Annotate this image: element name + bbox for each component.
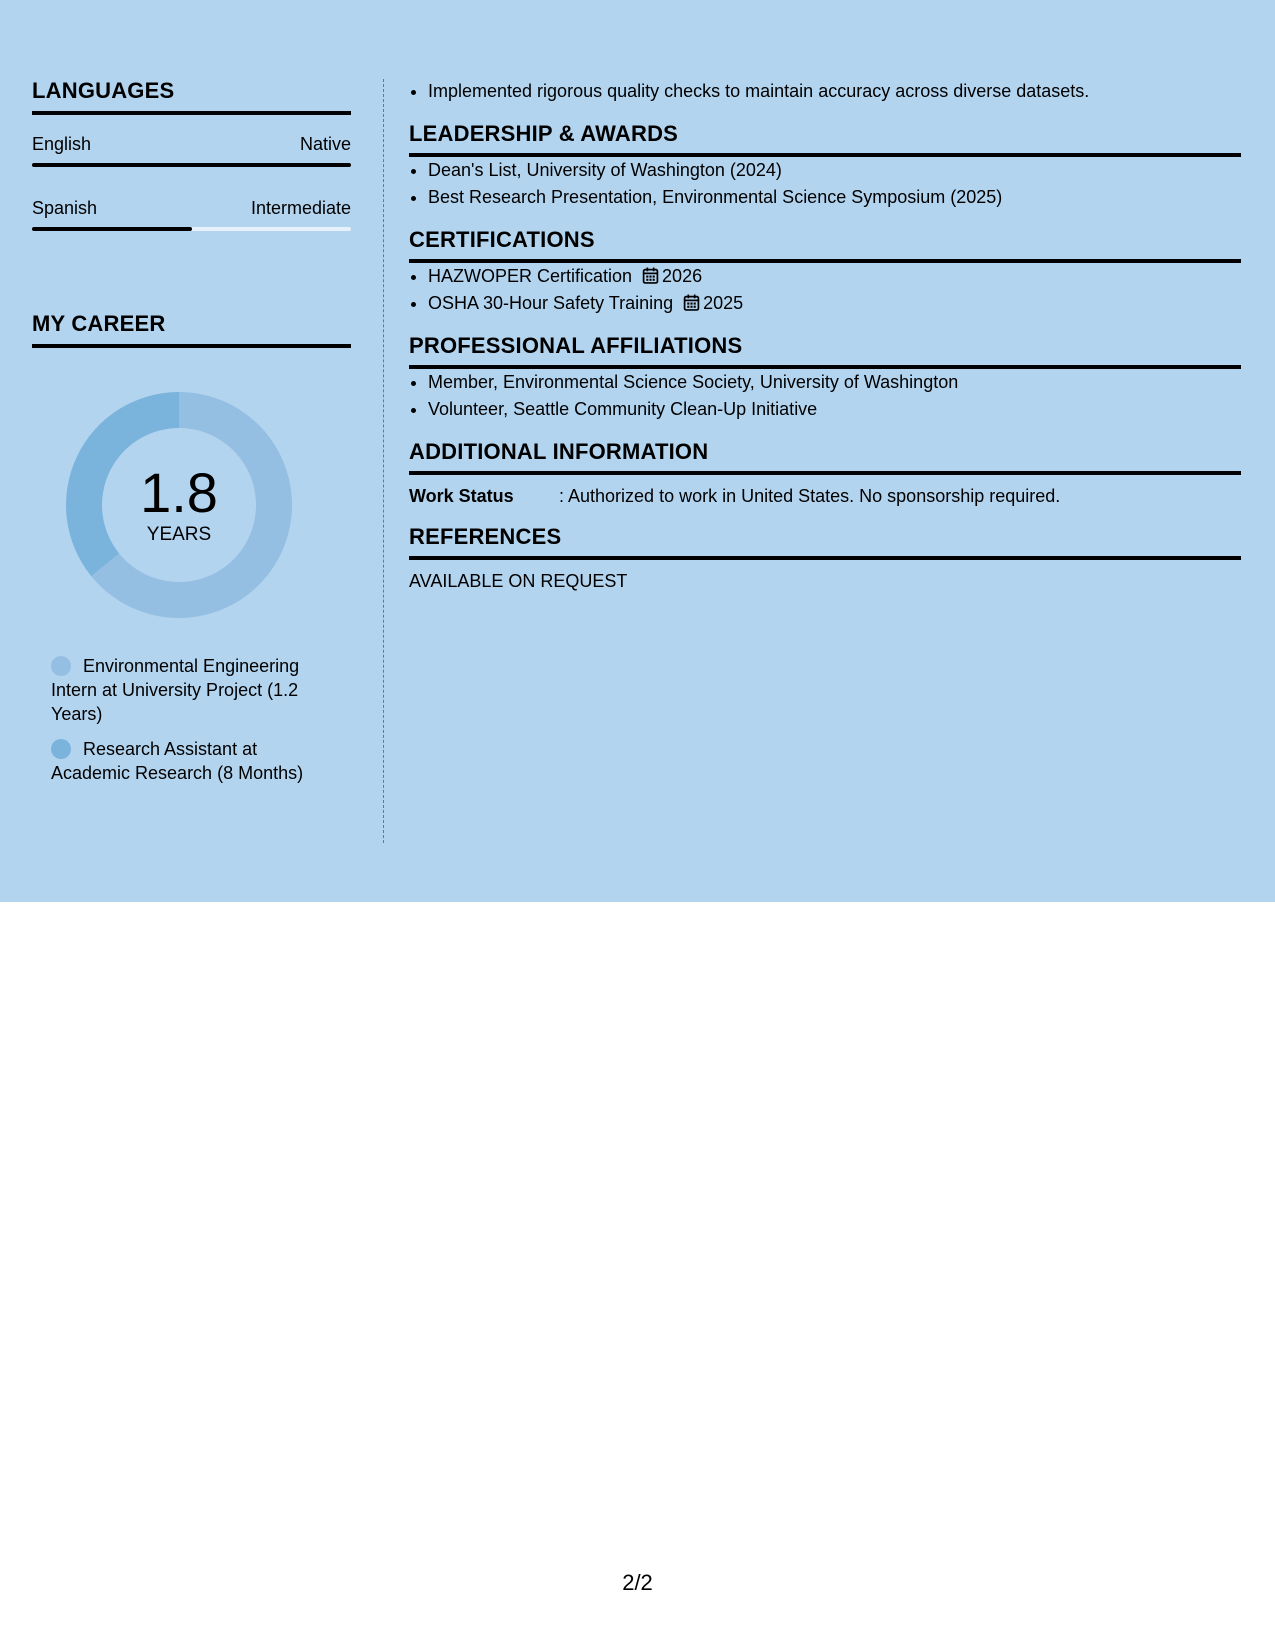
leadership-list [409, 157, 1241, 211]
right-column [409, 78, 1241, 592]
legend-label: Environmental Engineering Intern at University Project (1.2 Years) [51, 656, 300, 724]
list-item: • Dean's List, University of Washington (2024) [428, 157, 1241, 184]
affiliations-heading: PROFESSIONAL AFFILIATIONS [409, 333, 1241, 369]
page-number: 2/2 [622, 1570, 653, 1595]
language-proficiency-bar [32, 227, 351, 231]
legend-label: Research Assistant at Academic Research (8 Months) [51, 739, 304, 783]
certification-year: 2026 [662, 266, 703, 286]
language-proficiency-fill [32, 227, 192, 231]
career-heading: MY CAREER [32, 311, 351, 348]
language-level: Native [299, 134, 351, 154]
legend-item [51, 654, 321, 726]
certification-name: HAZWOPER Certification [428, 266, 633, 286]
calendar-icon [642, 267, 659, 284]
work-status-row [409, 484, 1241, 508]
left-column [32, 78, 351, 796]
column-divider [383, 79, 384, 843]
language-level: Intermediate [250, 198, 351, 218]
references-text: AVAILABLE ON REQUEST [409, 571, 628, 591]
certification-item [428, 290, 1241, 317]
language-name: English [32, 134, 92, 154]
language-name: Spanish [32, 198, 98, 218]
work-status-value: : Authorized to work in United States. No sponsorship required. [559, 486, 1061, 506]
career-legend [51, 654, 321, 785]
certifications-heading: CERTIFICATIONS [409, 227, 1241, 263]
additional-info-heading: ADDITIONAL INFORMATION [409, 439, 1241, 475]
certification-year: 2025 [703, 293, 744, 313]
certification-name: OSHA 30-Hour Safety Training [428, 293, 674, 313]
language-proficiency-bar [32, 163, 351, 167]
list-item: • Implemented rigorous quality checks to maintain accuracy across diverse datasets. [428, 78, 1241, 105]
career-total-value: 1.8 [140, 461, 218, 524]
list-item: • Volunteer, Seattle Community Clean-Up Initiative [428, 396, 1241, 423]
leadership-heading: LEADERSHIP & AWARDS [409, 121, 1241, 157]
languages-heading: LANGUAGES [32, 78, 351, 115]
language-item-english [32, 133, 351, 167]
legend-dot [51, 656, 71, 676]
language-item-spanish [32, 197, 351, 231]
legend-item [51, 737, 321, 785]
language-proficiency-fill [32, 163, 351, 167]
experience-continued-list [409, 78, 1241, 105]
calendar-icon [683, 294, 700, 311]
certifications-list [409, 263, 1241, 317]
legend-dot [51, 739, 71, 759]
list-item: • Best Research Presentation, Environmental Science Symposium (2025) [428, 184, 1241, 211]
certification-item [428, 263, 1241, 290]
career-donut-chart [66, 392, 292, 618]
list-item: • Member, Environmental Science Society, University of Washington [428, 369, 1241, 396]
affiliations-list [409, 369, 1241, 423]
work-status-label: Work Status [409, 486, 514, 506]
references-heading: REFERENCES [409, 524, 1241, 560]
career-total-unit: YEARS [146, 524, 212, 545]
